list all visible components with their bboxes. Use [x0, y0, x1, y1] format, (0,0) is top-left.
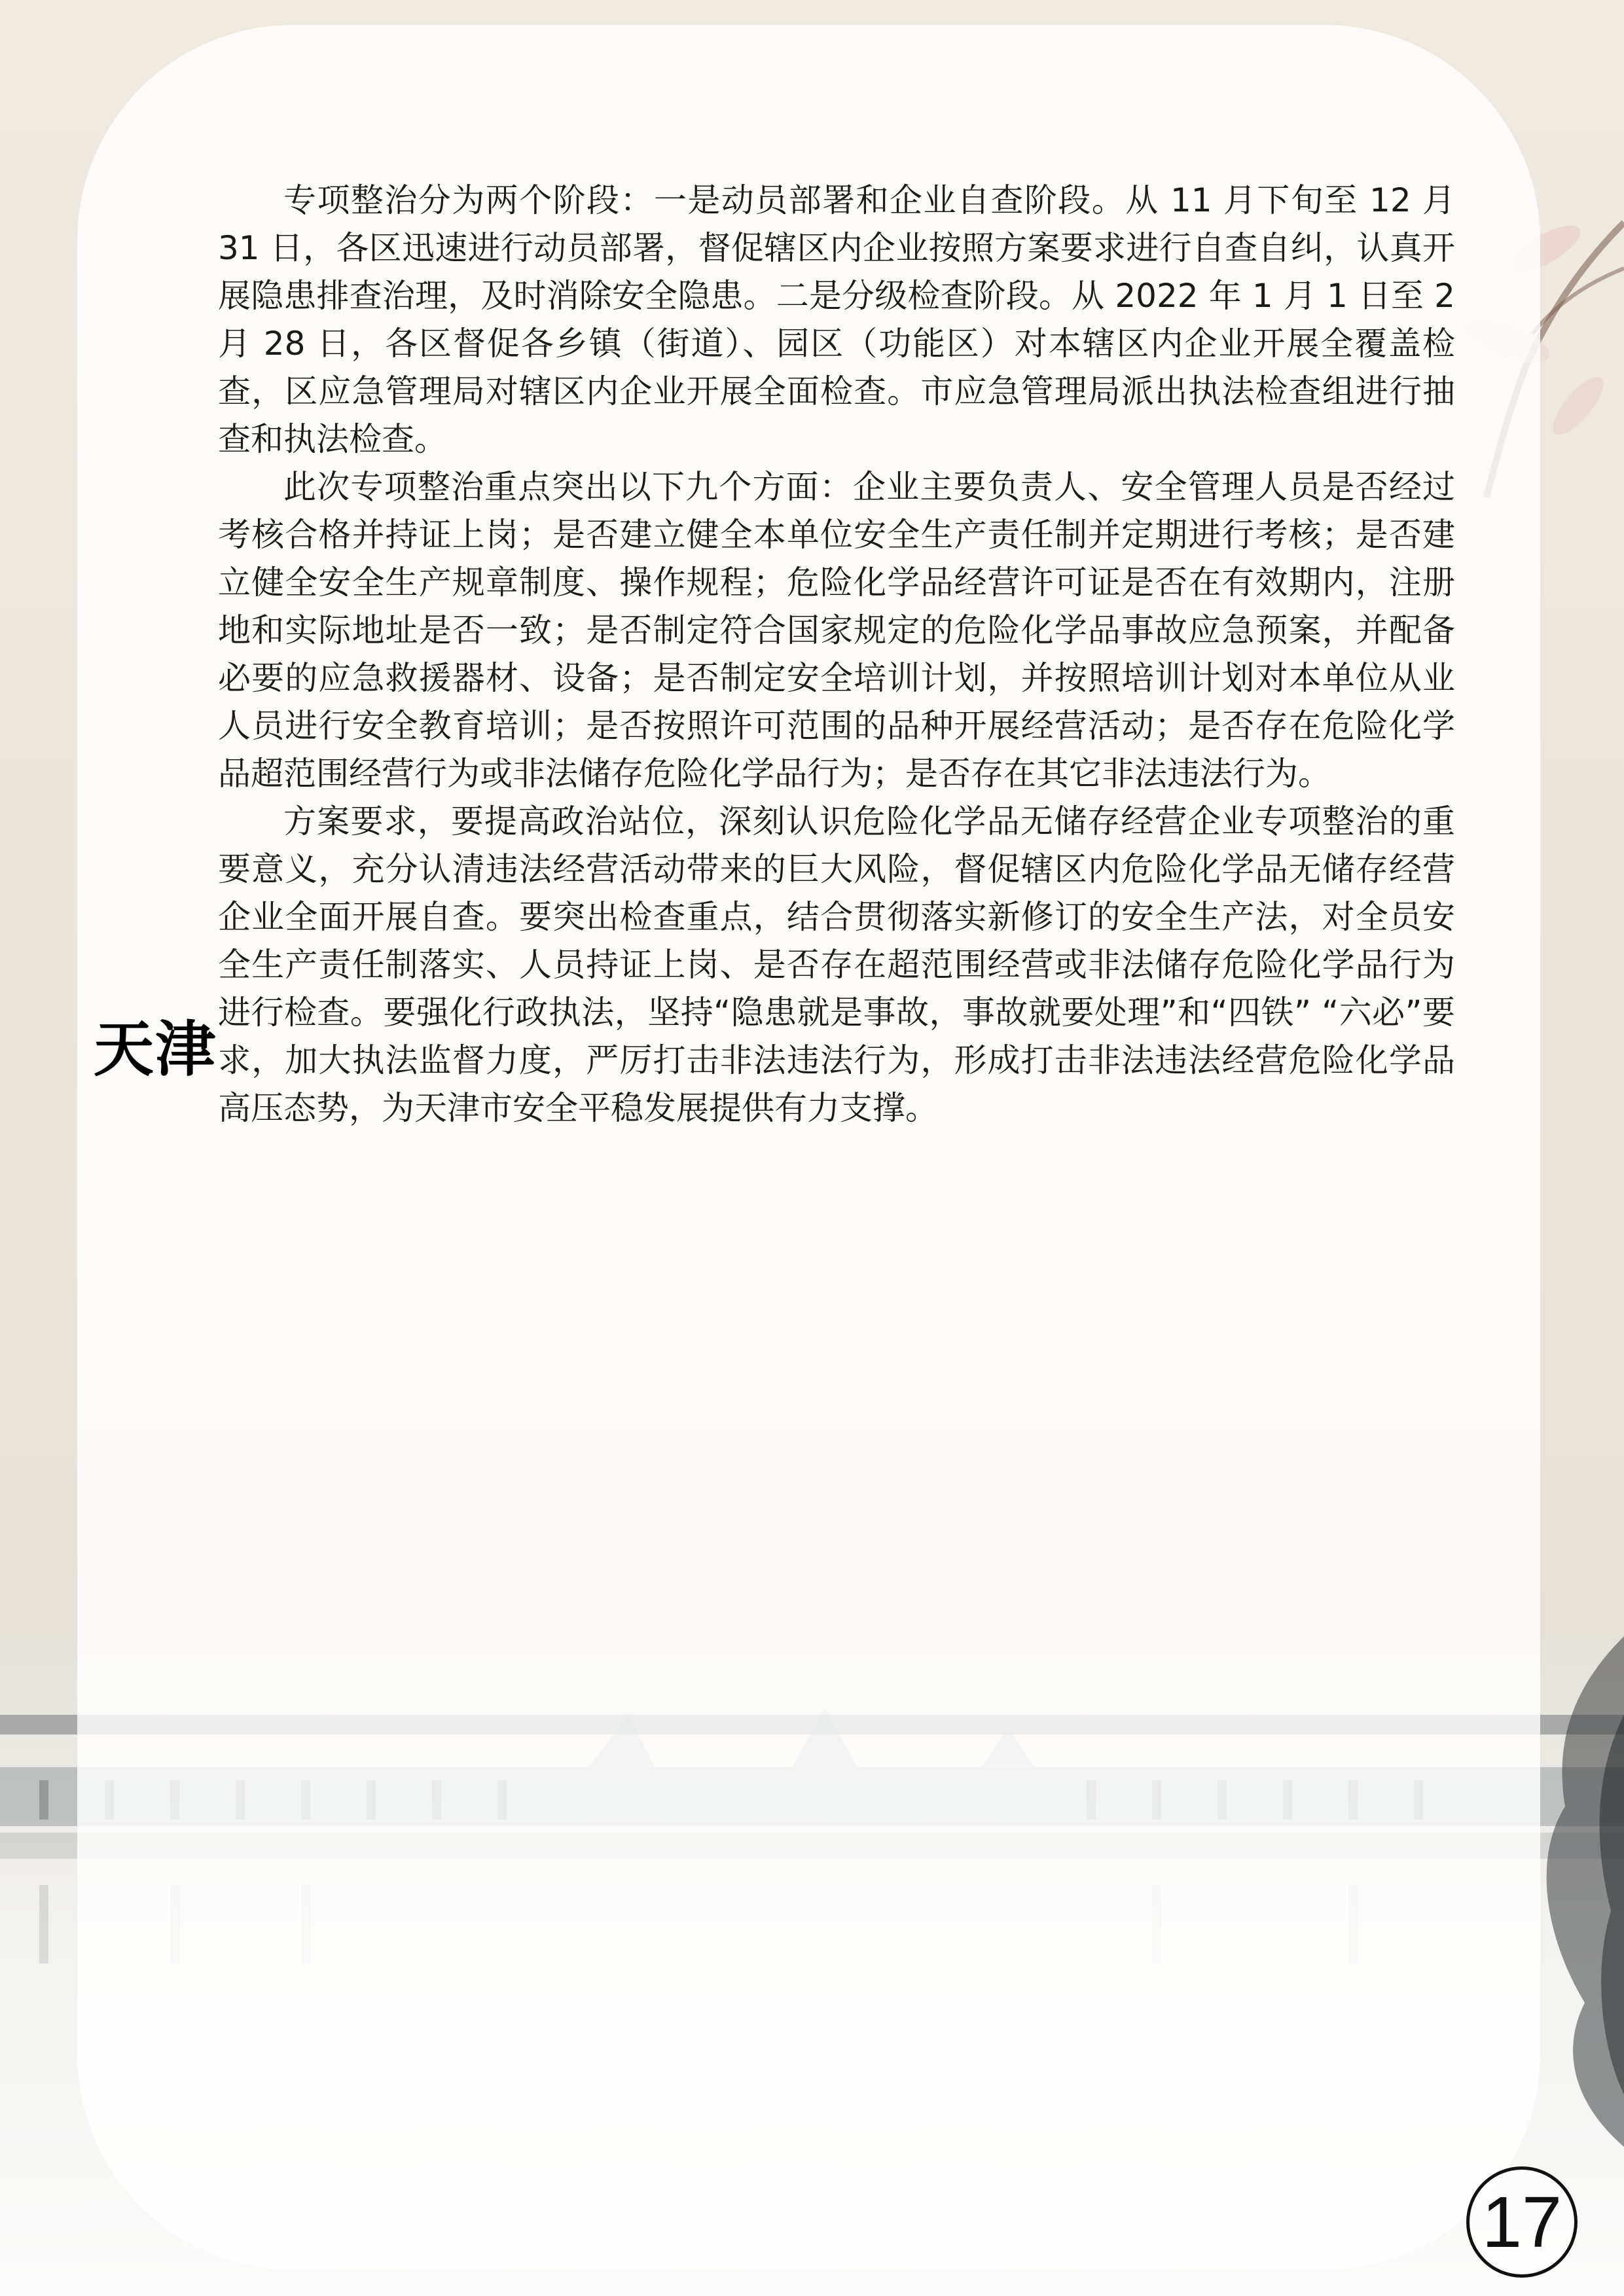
paragraph: 此次专项整治重点突出以下九个方面：企业主要负责人、安全管理人员是否经过考核合格并持证上岗；是否建立健全本单位安全生产责任制并定期进行考核；是否建立健全安全生产规章制度、操作规程；危险化学品经营许可证是否在有效期内，注册地和实际地址是否一致；是否制定符合国家规定的危险化学品事故应急预案，并配备必要的应急救援器材、设备；是否制定安全培训计划，并按照培训计划对本单位从业人员进行安全教育培训；是否按照许可范围的品种开展经营活动；是否存在危险化学品超范围经营行为或非法储存危险化学品行为；是否存在其它非法违法行为。 [218, 468, 1455, 793]
paragraph: 方案要求，要提高政治站位，深刻认识危险化学品无储存经营企业专项整治的重要意义，充分认清违法经营活动带来的巨大风险，督促辖区内危险化学品无储存经营企业全面开展自查。要突出检查重点，结合贯彻落实新修订的安全生产法，对全员安全生产责任制落实、人员持证上岗、是否存在超范围经营或非法储存危险化学品行为进行检查。要强化行政执法，坚持“隐患就是事故，事故就要处理”和“四铁” “六必”要求，加大执法监督力度，严厉打击非法违法行为，形成打击非法违法经营危险化学品高压态势，为天津市安全平稳发展提供有力支撑。 [218, 802, 1455, 1127]
article-body [218, 177, 1455, 1132]
paragraph: 专项整治分为两个阶段：一是动员部署和企业自查阶段。从 11 月下旬至 12 月 31 日，各区迅速进行动员部署，督促辖区内企业按照方案要求进行自查自纠，认真开展隐患排查治理，及时消除安全隐患。二是分级检查阶段。从 2022 年 1 月 1 日至 2 月 28 日，各区督促各乡镇（街道）、园区（功能区）对本辖区内企业开展全覆盖检查，区应急管理局对辖区内企业开展全面检查。市应急管理局派出执法检查组进行抽查和执法检查。 [218, 181, 1455, 458]
section-label: 天津 [94, 1014, 217, 1085]
page-number: 17 [1466, 2166, 1578, 2278]
